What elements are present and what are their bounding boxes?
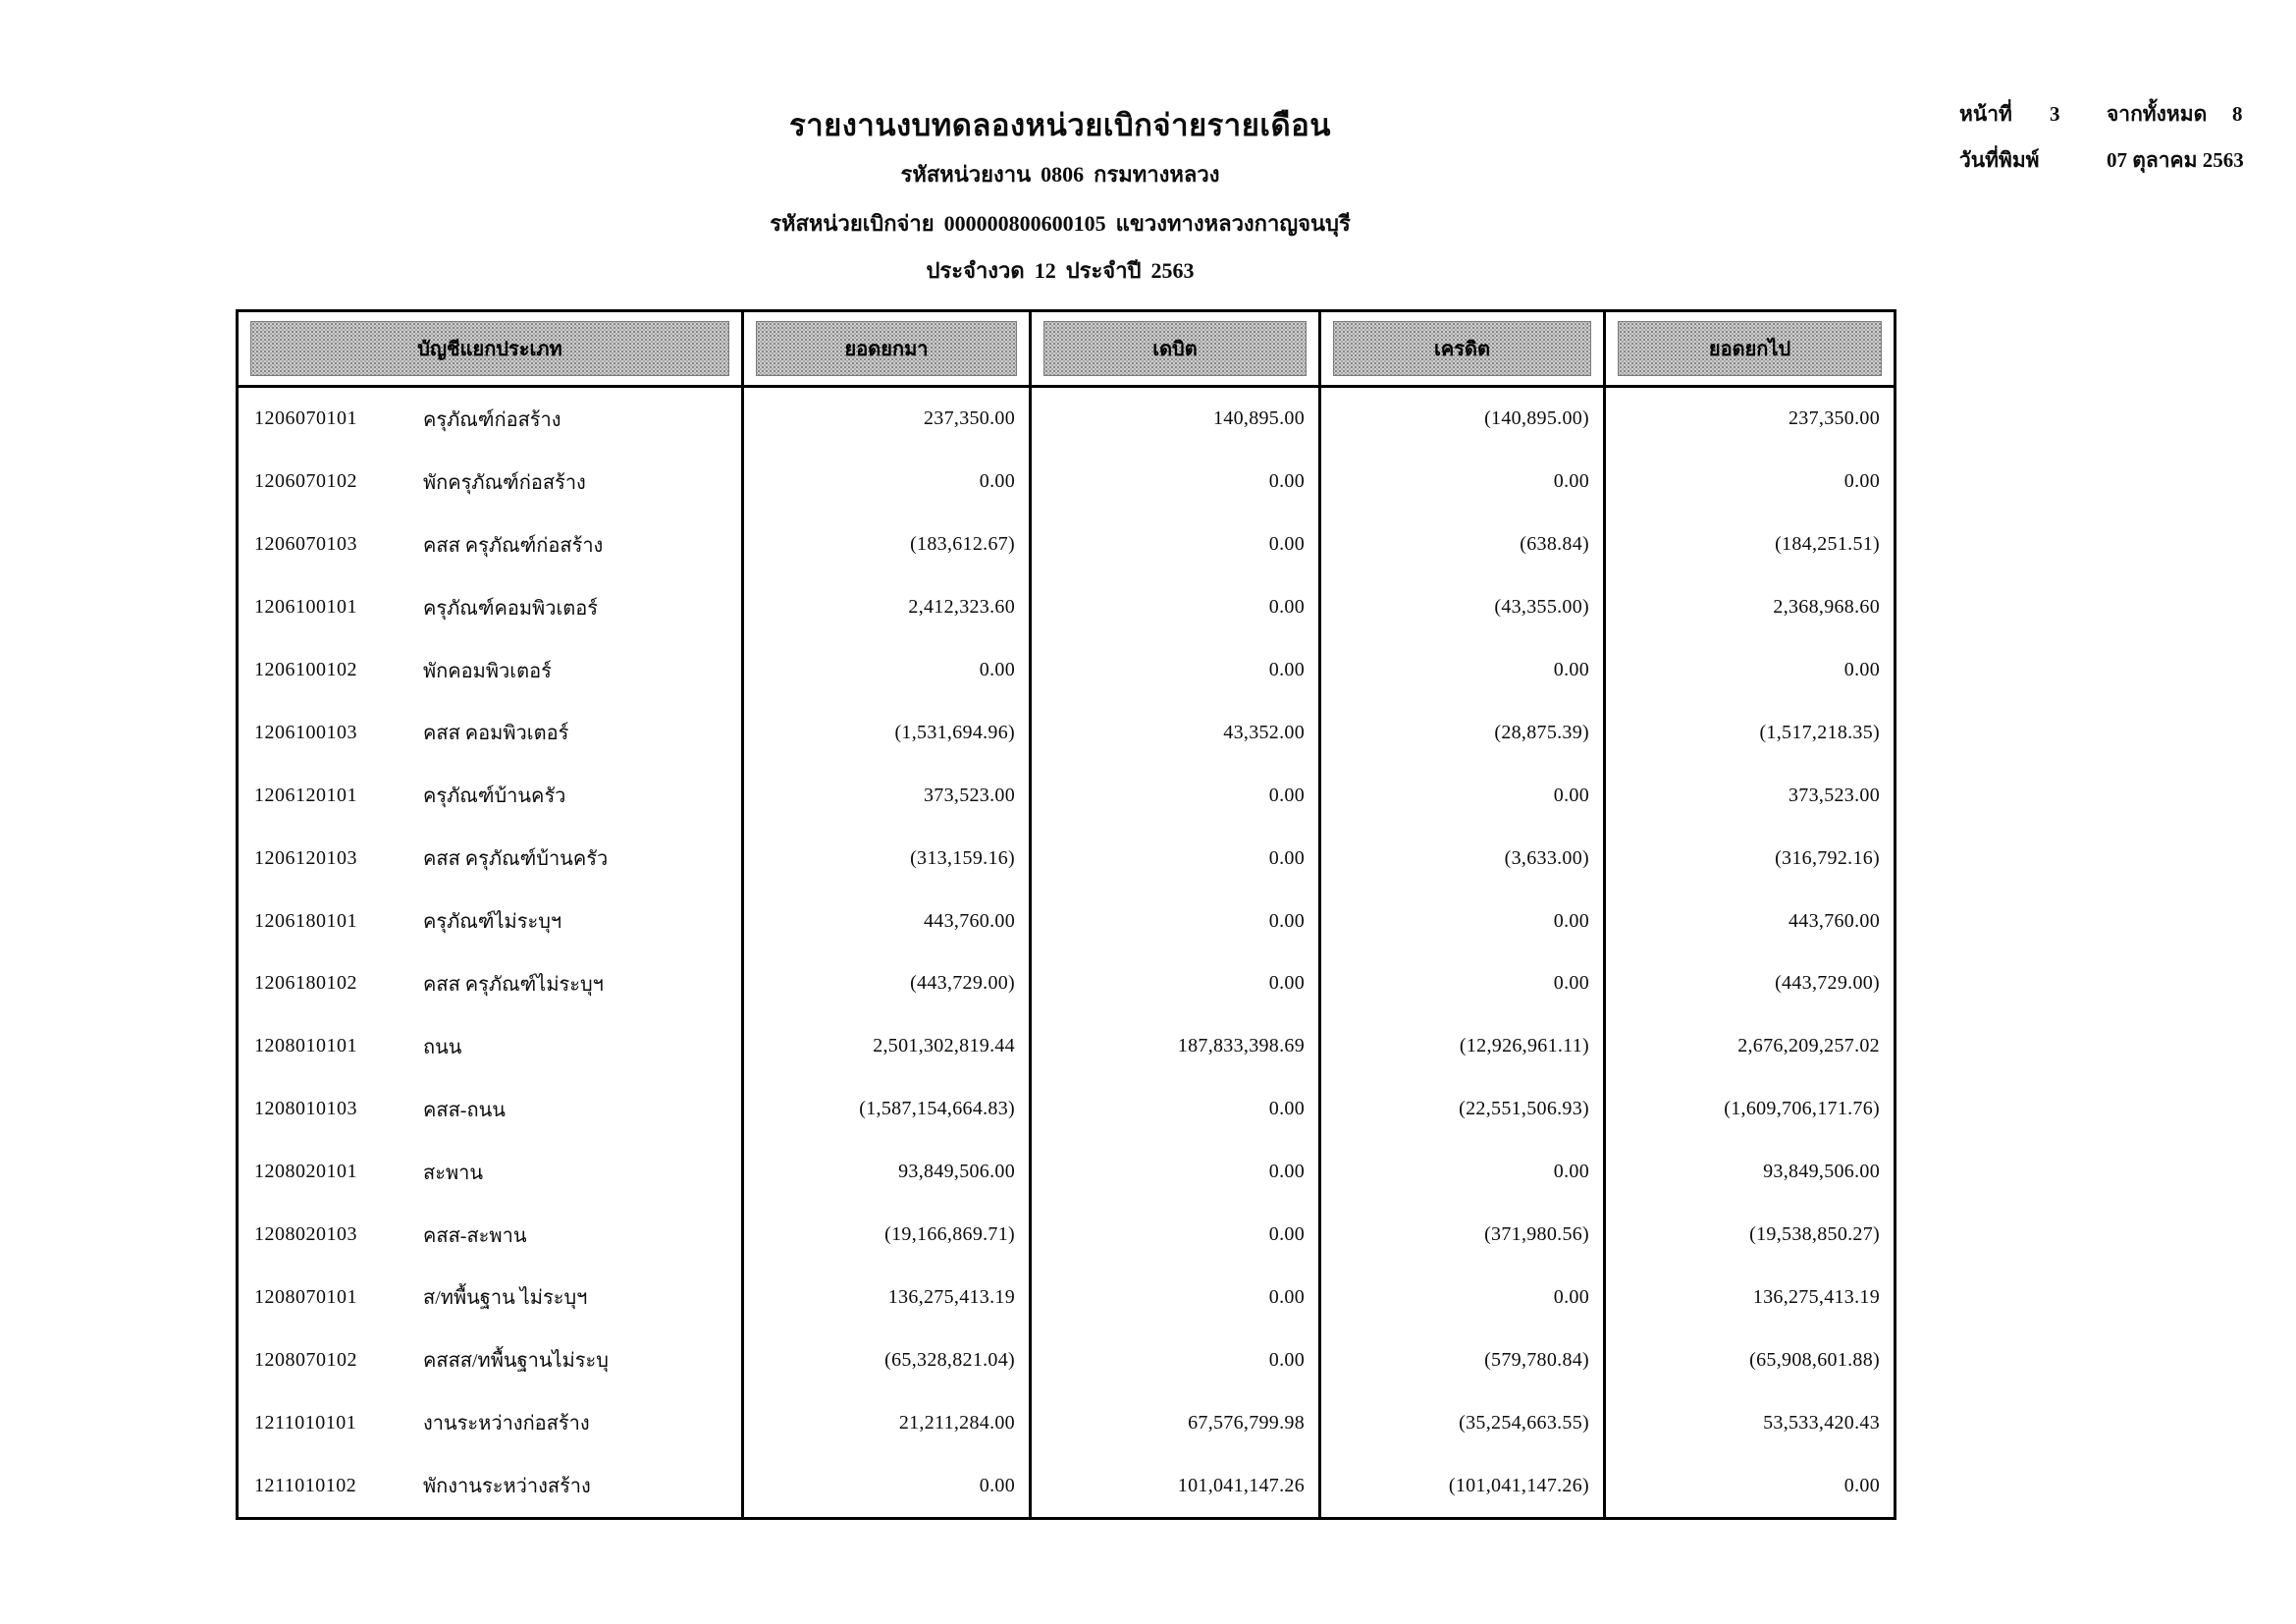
column-header-credit-label: เครดิต [1333, 321, 1591, 376]
balance-carried-cell: 2,676,209,257.02 [1603, 1015, 1894, 1078]
account-cell [239, 890, 741, 952]
table-row [239, 1266, 1894, 1328]
agency-line [324, 157, 1796, 191]
credit-cell: (3,633.00) [1318, 827, 1603, 890]
account-name: คสส ครุภัณฑ์ไม่ระบุฯ [423, 973, 604, 996]
balance-forward-cell: (1,587,154,664.83) [741, 1078, 1029, 1141]
credit-cell: (28,875.39) [1318, 701, 1603, 764]
table-row [239, 514, 1894, 576]
balance-forward-cell: (19,166,869.71) [741, 1204, 1029, 1267]
account-cell [239, 764, 741, 827]
credit-cell: (371,980.56) [1318, 1204, 1603, 1267]
agency-name: กรมทางหลวง [1094, 162, 1220, 187]
balance-carried-cell: 0.00 [1603, 639, 1894, 702]
account-name: คสส-ถนน [423, 1099, 506, 1121]
balance-forward-cell: 21,211,284.00 [741, 1391, 1029, 1454]
account-code: 1206070102 [254, 470, 357, 493]
table-row [239, 451, 1894, 514]
account-cell [239, 1015, 741, 1078]
debit-cell: 187,833,398.69 [1029, 1015, 1318, 1078]
table-row [239, 764, 1894, 827]
column-header-balance-carried [1603, 312, 1894, 385]
balance-carried-cell: (443,729.00) [1603, 952, 1894, 1015]
page-info-block [1959, 98, 2296, 190]
account-cell [239, 1141, 741, 1204]
balance-carried-cell: 93,849,506.00 [1603, 1141, 1894, 1204]
credit-cell: (638.84) [1318, 514, 1603, 576]
debit-cell: 140,895.00 [1029, 388, 1318, 451]
report-title: รายงานงบทดลองหน่วยเบิกจ่ายรายเดือน [789, 108, 1331, 142]
account-cell [239, 1204, 741, 1267]
account-name: งานระหว่างก่อสร้าง [423, 1413, 590, 1435]
fiscal-year: 2563 [1150, 258, 1195, 283]
debit-cell: 101,041,147.26 [1029, 1454, 1318, 1517]
column-header-account [239, 312, 741, 385]
account-code: 1206120101 [254, 784, 357, 806]
credit-cell: 0.00 [1318, 1141, 1603, 1204]
account-code: 1208070102 [254, 1348, 357, 1371]
account-cell [239, 514, 741, 576]
balance-forward-cell: 93,849,506.00 [741, 1141, 1029, 1204]
column-header-debit-label: เดบิต [1043, 321, 1307, 376]
account-cell [239, 639, 741, 702]
credit-cell: 0.00 [1318, 890, 1603, 952]
balance-carried-cell: 2,368,968.60 [1603, 576, 1894, 639]
balance-forward-cell: (65,328,821.04) [741, 1328, 1029, 1391]
account-cell [239, 576, 741, 639]
account-cell [239, 388, 741, 451]
balance-forward-cell: 2,412,323.60 [741, 576, 1029, 639]
account-name: ครุภัณฑ์ไม่ระบุฯ [423, 911, 562, 934]
disbursement-unit-name: แขวงทางหลวงกาญจนบุรี [1115, 211, 1351, 236]
period-line [324, 253, 1796, 288]
debit-cell: 0.00 [1029, 1204, 1318, 1267]
table-row [239, 701, 1894, 764]
fiscal-year-label: ประจำปี [1065, 258, 1142, 283]
credit-cell: 0.00 [1318, 1266, 1603, 1328]
table-row [239, 1015, 1894, 1078]
account-code: 1208020101 [254, 1161, 357, 1183]
debit-cell: 0.00 [1029, 1078, 1318, 1141]
column-header-balance-carried-label: ยอดยกไป [1618, 321, 1882, 376]
balance-forward-cell: (1,531,694.96) [741, 701, 1029, 764]
account-code: 1208070101 [254, 1285, 357, 1308]
balance-carried-cell: 237,350.00 [1603, 388, 1894, 451]
debit-cell: 0.00 [1029, 451, 1318, 514]
account-name: ครุภัณฑ์บ้านครัว [423, 785, 566, 808]
account-name: คสส คอมพิวเตอร์ [423, 723, 569, 745]
total-pages: 8 [2232, 102, 2243, 126]
credit-cell: (101,041,147.26) [1318, 1454, 1603, 1517]
debit-cell: 0.00 [1029, 1141, 1318, 1204]
page-number-line [1959, 98, 2296, 131]
trial-balance-table [236, 309, 1896, 1520]
print-date: 07 ตุลาคม 2563 [2107, 148, 2244, 172]
account-cell [239, 1391, 741, 1454]
credit-cell: (140,895.00) [1318, 388, 1603, 451]
table-row [239, 388, 1894, 451]
account-name: พักครุภัณฑ์ก่อสร้าง [423, 471, 586, 494]
account-code: 1206120103 [254, 846, 357, 869]
account-name: ถนน [423, 1036, 462, 1058]
column-header-debit [1029, 312, 1318, 385]
balance-carried-cell: (1,609,706,171.76) [1603, 1078, 1894, 1141]
account-name: คสส ครุภัณฑ์ก่อสร้าง [423, 534, 604, 557]
balance-forward-cell: 0.00 [741, 1454, 1029, 1517]
credit-cell: 0.00 [1318, 451, 1603, 514]
balance-forward-cell: 2,501,302,819.44 [741, 1015, 1029, 1078]
balance-carried-cell: 53,533,420.43 [1603, 1391, 1894, 1454]
account-cell [239, 827, 741, 890]
account-code: 1206180101 [254, 909, 357, 932]
credit-cell: (12,926,961.11) [1318, 1015, 1603, 1078]
account-code: 1206180102 [254, 972, 357, 995]
agency-code: 0806 [1041, 162, 1085, 187]
table-row [239, 1078, 1894, 1141]
account-cell [239, 1078, 741, 1141]
table-header-row [239, 312, 1894, 388]
balance-forward-cell: 136,275,413.19 [741, 1266, 1029, 1328]
account-name: พักงานระหว่างสร้าง [423, 1476, 591, 1498]
balance-forward-cell: 237,350.00 [741, 388, 1029, 451]
account-code: 1208010101 [254, 1035, 357, 1057]
account-name: สะพาน [423, 1162, 484, 1184]
balance-carried-cell: (184,251.51) [1603, 514, 1894, 576]
page-number-label: หน้าที่ [1959, 102, 2012, 126]
print-date-label: วันที่พิมพ์ [1959, 148, 2040, 172]
balance-forward-cell: 0.00 [741, 639, 1029, 702]
credit-cell: 0.00 [1318, 764, 1603, 827]
account-name: ครุภัณฑ์คอมพิวเตอร์ [423, 597, 599, 620]
balance-carried-cell: 443,760.00 [1603, 890, 1894, 952]
period-label: ประจำงวด [926, 258, 1025, 283]
table-body [239, 388, 1894, 1517]
print-date-line [1959, 144, 2296, 177]
column-header-balance-forward [741, 312, 1029, 385]
agency-code-label: รหัสหน่วยงาน [900, 162, 1032, 187]
credit-cell: (35,254,663.55) [1318, 1391, 1603, 1454]
balance-forward-cell: 0.00 [741, 451, 1029, 514]
debit-cell: 0.00 [1029, 827, 1318, 890]
balance-forward-cell: (443,729.00) [741, 952, 1029, 1015]
account-code: 1211010101 [254, 1411, 357, 1434]
account-name: คสสส/ทพื้นฐานไม่ระบุ [423, 1350, 609, 1373]
balance-forward-cell: 443,760.00 [741, 890, 1029, 952]
debit-cell: 0.00 [1029, 514, 1318, 576]
balance-carried-cell: 136,275,413.19 [1603, 1266, 1894, 1328]
table-row [239, 1391, 1894, 1454]
column-header-balance-forward-label: ยอดยกมา [756, 321, 1017, 376]
column-header-account-label: บัญชีแยกประเภท [250, 321, 729, 376]
account-code: 1206100103 [254, 721, 357, 743]
balance-carried-cell: 0.00 [1603, 1454, 1894, 1517]
account-cell [239, 1454, 741, 1517]
account-code: 1206100102 [254, 659, 357, 680]
credit-cell: (579,780.84) [1318, 1328, 1603, 1391]
debit-cell: 67,576,799.98 [1029, 1391, 1318, 1454]
account-cell [239, 1266, 741, 1328]
account-name: คสส ครุภัณฑ์บ้านครัว [423, 848, 609, 871]
debit-cell: 0.00 [1029, 1328, 1318, 1391]
balance-forward-cell: 373,523.00 [741, 764, 1029, 827]
credit-cell: 0.00 [1318, 639, 1603, 702]
balance-carried-cell: (1,517,218.35) [1603, 701, 1894, 764]
account-cell [239, 451, 741, 514]
account-code: 1206070103 [254, 533, 357, 556]
period-number: 12 [1034, 258, 1056, 283]
debit-cell: 0.00 [1029, 890, 1318, 952]
credit-cell: 0.00 [1318, 952, 1603, 1015]
account-cell [239, 952, 741, 1015]
table-row [239, 1141, 1894, 1204]
account-code: 1208010103 [254, 1098, 357, 1120]
debit-cell: 43,352.00 [1029, 701, 1318, 764]
disbursement-unit-line [324, 206, 1796, 241]
disbursement-unit-label: รหัสหน่วยเบิกจ่าย [770, 211, 934, 236]
disbursement-unit-code: 000000800600105 [943, 211, 1106, 236]
debit-cell: 0.00 [1029, 952, 1318, 1015]
table-row [239, 1454, 1894, 1517]
table-row [239, 639, 1894, 702]
credit-cell: (43,355.00) [1318, 576, 1603, 639]
total-pages-label: จากทั้งหมด [2107, 102, 2208, 126]
table-row [239, 890, 1894, 952]
account-name: พักคอมพิวเตอร์ [423, 660, 552, 682]
balance-carried-cell: (19,538,850.27) [1603, 1204, 1894, 1267]
account-code: 1208020103 [254, 1223, 357, 1246]
page-number: 3 [2050, 102, 2060, 126]
balance-carried-cell: 0.00 [1603, 451, 1894, 514]
account-cell [239, 701, 741, 764]
table-row [239, 1204, 1894, 1267]
account-cell [239, 1328, 741, 1391]
account-name: ครุภัณฑ์ก่อสร้าง [423, 408, 561, 431]
account-code: 1211010102 [254, 1474, 357, 1496]
table-row [239, 827, 1894, 890]
account-name: ส/ทพื้นฐาน ไม่ระบุฯ [423, 1287, 588, 1310]
account-code: 1206070101 [254, 407, 357, 430]
debit-cell: 0.00 [1029, 764, 1318, 827]
balance-forward-cell: (183,612.67) [741, 514, 1029, 576]
balance-forward-cell: (313,159.16) [741, 827, 1029, 890]
column-header-credit [1318, 312, 1603, 385]
debit-cell: 0.00 [1029, 576, 1318, 639]
account-code: 1206100101 [254, 596, 357, 619]
balance-carried-cell: (316,792.16) [1603, 827, 1894, 890]
debit-cell: 0.00 [1029, 639, 1318, 702]
table-row [239, 952, 1894, 1015]
table-row [239, 576, 1894, 639]
balance-carried-cell: (65,908,601.88) [1603, 1328, 1894, 1391]
account-name: คสส-สะพาน [423, 1224, 527, 1247]
credit-cell: (22,551,506.93) [1318, 1078, 1603, 1141]
debit-cell: 0.00 [1029, 1266, 1318, 1328]
balance-carried-cell: 373,523.00 [1603, 764, 1894, 827]
table-row [239, 1328, 1894, 1391]
